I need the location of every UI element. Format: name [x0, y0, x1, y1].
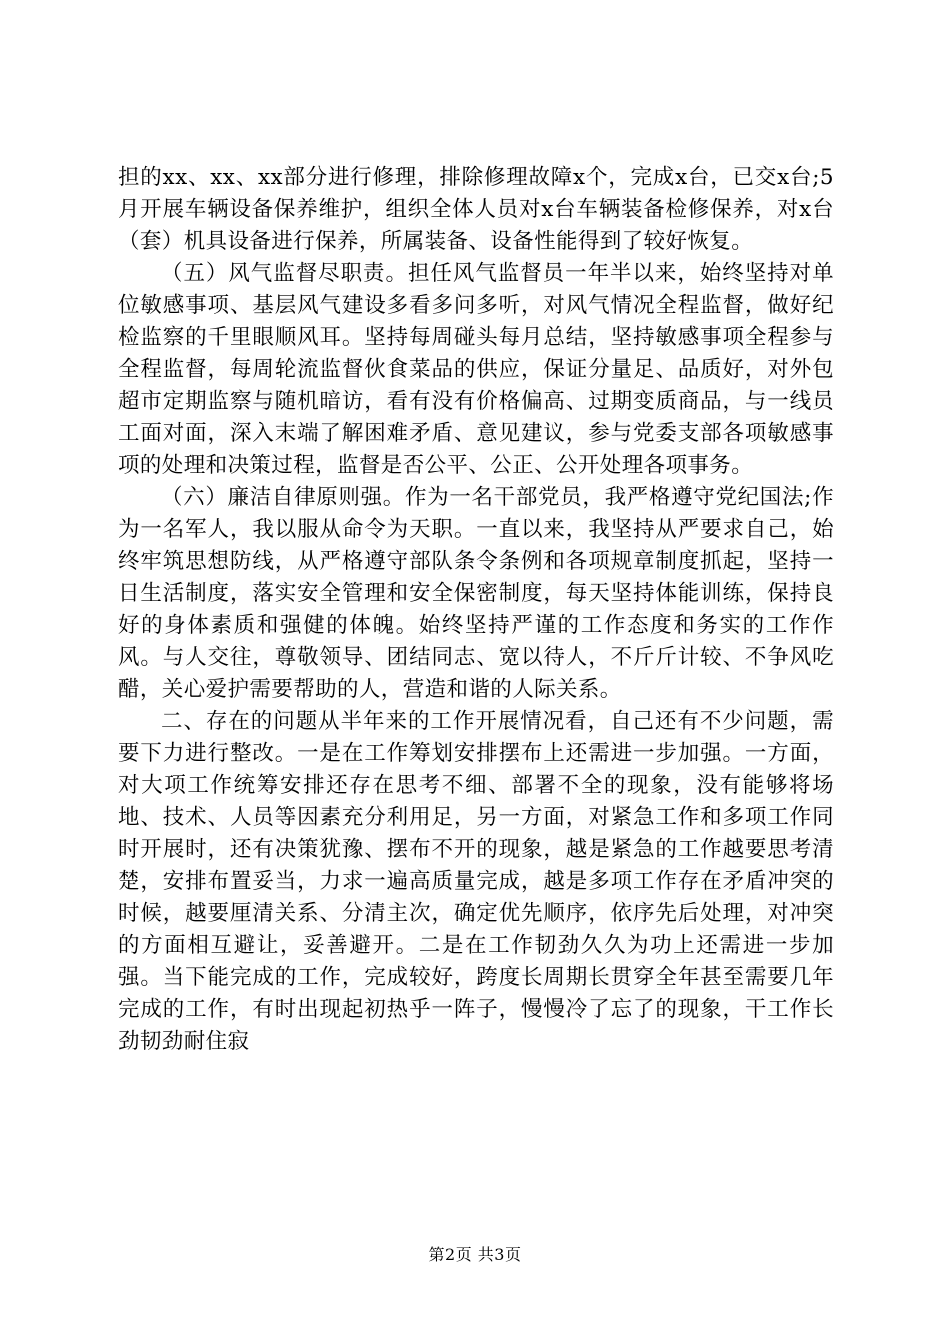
paragraph-continuation: 担的xx、xx、xx部分进行修理，排除修理故障x个，完成x台，已交x台;5月开展车辆设备保养维护，组织全体人员对x台车辆装备检修保养，对x台（套）机具设备进行保养，所属装备、设备性能得到了较好恢复。: [118, 165, 834, 254]
document-body: [118, 162, 834, 1058]
paragraph-existing-problems: 二、存在的问题从半年来的工作开展情况看，自己还有不少问题，需要下力进行整改。一是在工作筹划安排摆布上还需进一步加强。一方面，对大项工作统筹安排还存在思考不细、部署不全的现象，没有能够将场地、技术、人员等因素充分利用足，另一方面，对紧急工作和多项工作同时开展时，还有决策犹豫、摆布不开的现象，越是紧急的工作越要思考清楚，安排布置妥当，力求一遍高质量完成，越是多项工作存在矛盾冲突的时候，越要厘清关系、分清主次，确定优先顺序，依序先后处理，对冲突的方面相互避让，妥善避开。二是在工作韧劲久久为功上还需进一步加强。当下能完成的工作，完成较好，跨度长周期长贯穿全年甚至需要几年完成的工作，有时出现起初热乎一阵子，慢慢冷了忘了的现象，干工作长劲韧劲耐住寂: [118, 709, 834, 1054]
paragraph-style-supervision: （五）风气监督尽职责。担任风气监督员一年半以来，始终坚持对单位敏感事项、基层风气建设多看多问多听，对风气情况全程监督，做好纪检监察的千里眼顺风耳。坚持每周碰头每月总结，坚持敏感事项全程参与全程监督，每周轮流监督伙食菜品的供应，保证分量足、品质好，对外包超市定期监察与随机暗访，看有没有价格偏高、过期变质商品，与一线员工面对面，深入末端了解困难矛盾、意见建议，参与党委支部各项敏感事项的处理和决策过程，监督是否公平、公正、公开处理各项事务。: [118, 261, 834, 478]
page-number: 第2页 共3页: [428, 1245, 522, 1264]
paragraph-integrity-discipline: （六）廉洁自律原则强。作为一名干部党员，我严格遵守党纪国法;作为一名军人，我以服从命令为天职。一直以来，我坚持从严要求自己，始终牢筑思想防线，从严格遵守部队条令条例和各项规章制度抓起，坚持一日生活制度，落实安全管理和安全保密制度，每天坚持体能训练，保持良好的身体素质和强健的体魄。始终坚持严谨的工作态度和务实的工作作风。与人交往，尊敬领导、团结同志、宽以待人，不斤斤计较、不争风吃醋，关心爱护需要帮助的人，营造和谐的人际关系。: [118, 485, 834, 702]
page-footer: [0, 1244, 950, 1266]
